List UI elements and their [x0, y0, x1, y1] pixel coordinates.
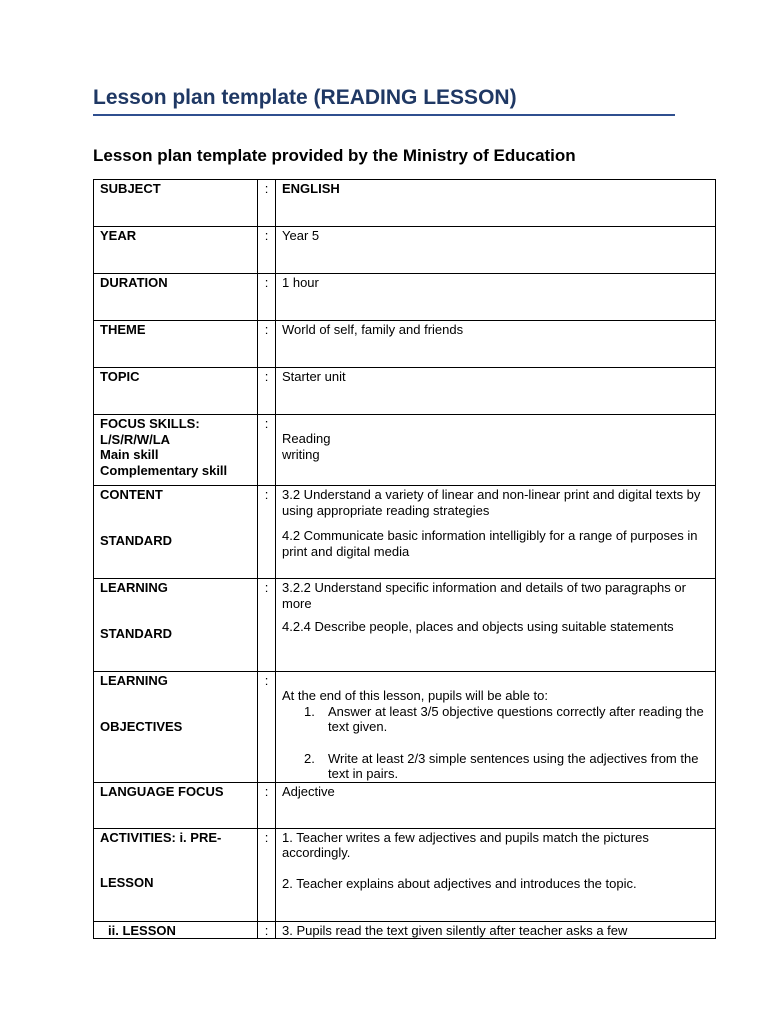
row-value: World of self, family and friends [276, 321, 716, 368]
row-value: Year 5 [276, 227, 716, 274]
row-separator: : [258, 782, 276, 828]
row-separator: : [258, 579, 276, 672]
content-standard-2: 4.2 Communicate basic information intelligibly for a range of purposes in print and digital media [282, 528, 698, 559]
label-line: CONTENT [100, 487, 163, 502]
label-line: STANDARD [100, 532, 172, 548]
row-value [276, 672, 716, 783]
row-value [276, 486, 716, 579]
row-value: 1 hour [276, 274, 716, 321]
label-line: ACTIVITIES: i. PRE- [100, 829, 222, 845]
label-line: LEARNING [100, 673, 168, 688]
row-value [276, 579, 716, 672]
table-row-focus-skills [94, 415, 716, 486]
row-separator: : [258, 180, 276, 227]
table-row-duration [94, 274, 716, 321]
label-line: FOCUS SKILLS: [100, 416, 200, 431]
row-separator: : [258, 368, 276, 415]
label-line: LEARNING [100, 580, 168, 595]
row-label: ii. LESSON [94, 921, 258, 939]
document-subtitle: Lesson plan template provided by the Ministry of Education [93, 146, 576, 165]
row-value [276, 828, 716, 921]
label-line: Main skill [100, 447, 159, 462]
row-label [94, 415, 258, 486]
lesson-plan-table [93, 179, 716, 939]
row-label [94, 579, 258, 672]
label-line: LESSON [100, 875, 154, 890]
row-separator: : [258, 274, 276, 321]
row-value: Adjective [276, 782, 716, 828]
table-row-activities-lesson [94, 921, 716, 939]
table-row-learning-standard [94, 579, 716, 672]
learning-standard-1: 3.2.2 Understand specific information and details of two paragraphs or more [282, 580, 686, 611]
row-separator: : [258, 321, 276, 368]
row-value: ENGLISH [276, 180, 716, 227]
row-label: LANGUAGE FOCUS [94, 782, 258, 828]
label-line: STANDARD [100, 625, 172, 641]
objectives-list [282, 704, 709, 782]
table-row-activities-pre-lesson [94, 828, 716, 921]
list-item [282, 751, 709, 782]
row-separator: : [258, 921, 276, 939]
row-value [276, 415, 716, 486]
activity-2: 2. Teacher explains about adjectives and introduces the topic. [282, 875, 637, 891]
table-row-topic [94, 368, 716, 415]
row-label: DURATION [94, 274, 258, 321]
list-item-text: Answer at least 3/5 objective questions correctly after reading the text given. [328, 703, 704, 734]
table-row-year [94, 227, 716, 274]
skill-complementary: writing [282, 446, 320, 462]
row-label: TOPIC [94, 368, 258, 415]
row-separator: : [258, 486, 276, 579]
learning-standard-2: 4.2.4 Describe people, places and objects using suitable statements [282, 619, 674, 634]
table-row-learning-objectives [94, 672, 716, 783]
row-label: THEME [94, 321, 258, 368]
objectives-intro: At the end of this lesson, pupils will be able to: [282, 688, 548, 703]
row-label [94, 486, 258, 579]
activity-1: 1. Teacher writes a few adjectives and pupils match the pictures accordingly. [282, 829, 649, 860]
list-item-number: 2. [304, 750, 315, 766]
table-row-subject [94, 180, 716, 227]
row-value: 3. Pupils read the text given silently after teacher asks a few [276, 921, 716, 939]
list-item [282, 704, 709, 735]
list-item-text: Write at least 2/3 simple sentences using the adjectives from the text in pairs. [328, 750, 699, 781]
row-separator: : [258, 415, 276, 486]
row-separator: : [258, 672, 276, 783]
list-item-number: 1. [304, 703, 315, 719]
skill-main: Reading [282, 431, 331, 446]
label-line: Complementary skill [100, 462, 228, 478]
row-value: Starter unit [276, 368, 716, 415]
content-standard-1: 3.2 Understand a variety of linear and non-linear print and digital texts by using appropriate reading strategies [282, 487, 701, 518]
row-label: SUBJECT [94, 180, 258, 227]
label-line: L/S/R/W/LA [100, 431, 171, 447]
label-line: OBJECTIVES [100, 718, 183, 734]
row-separator: : [258, 227, 276, 274]
row-label: YEAR [94, 227, 258, 274]
row-separator: : [258, 828, 276, 921]
table-row-content-standard [94, 486, 716, 579]
table-row-theme [94, 321, 716, 368]
page-title: Lesson plan template (READING LESSON) [93, 86, 675, 116]
table-row-language-focus [94, 782, 716, 828]
row-label [94, 672, 258, 783]
row-label [94, 828, 258, 921]
